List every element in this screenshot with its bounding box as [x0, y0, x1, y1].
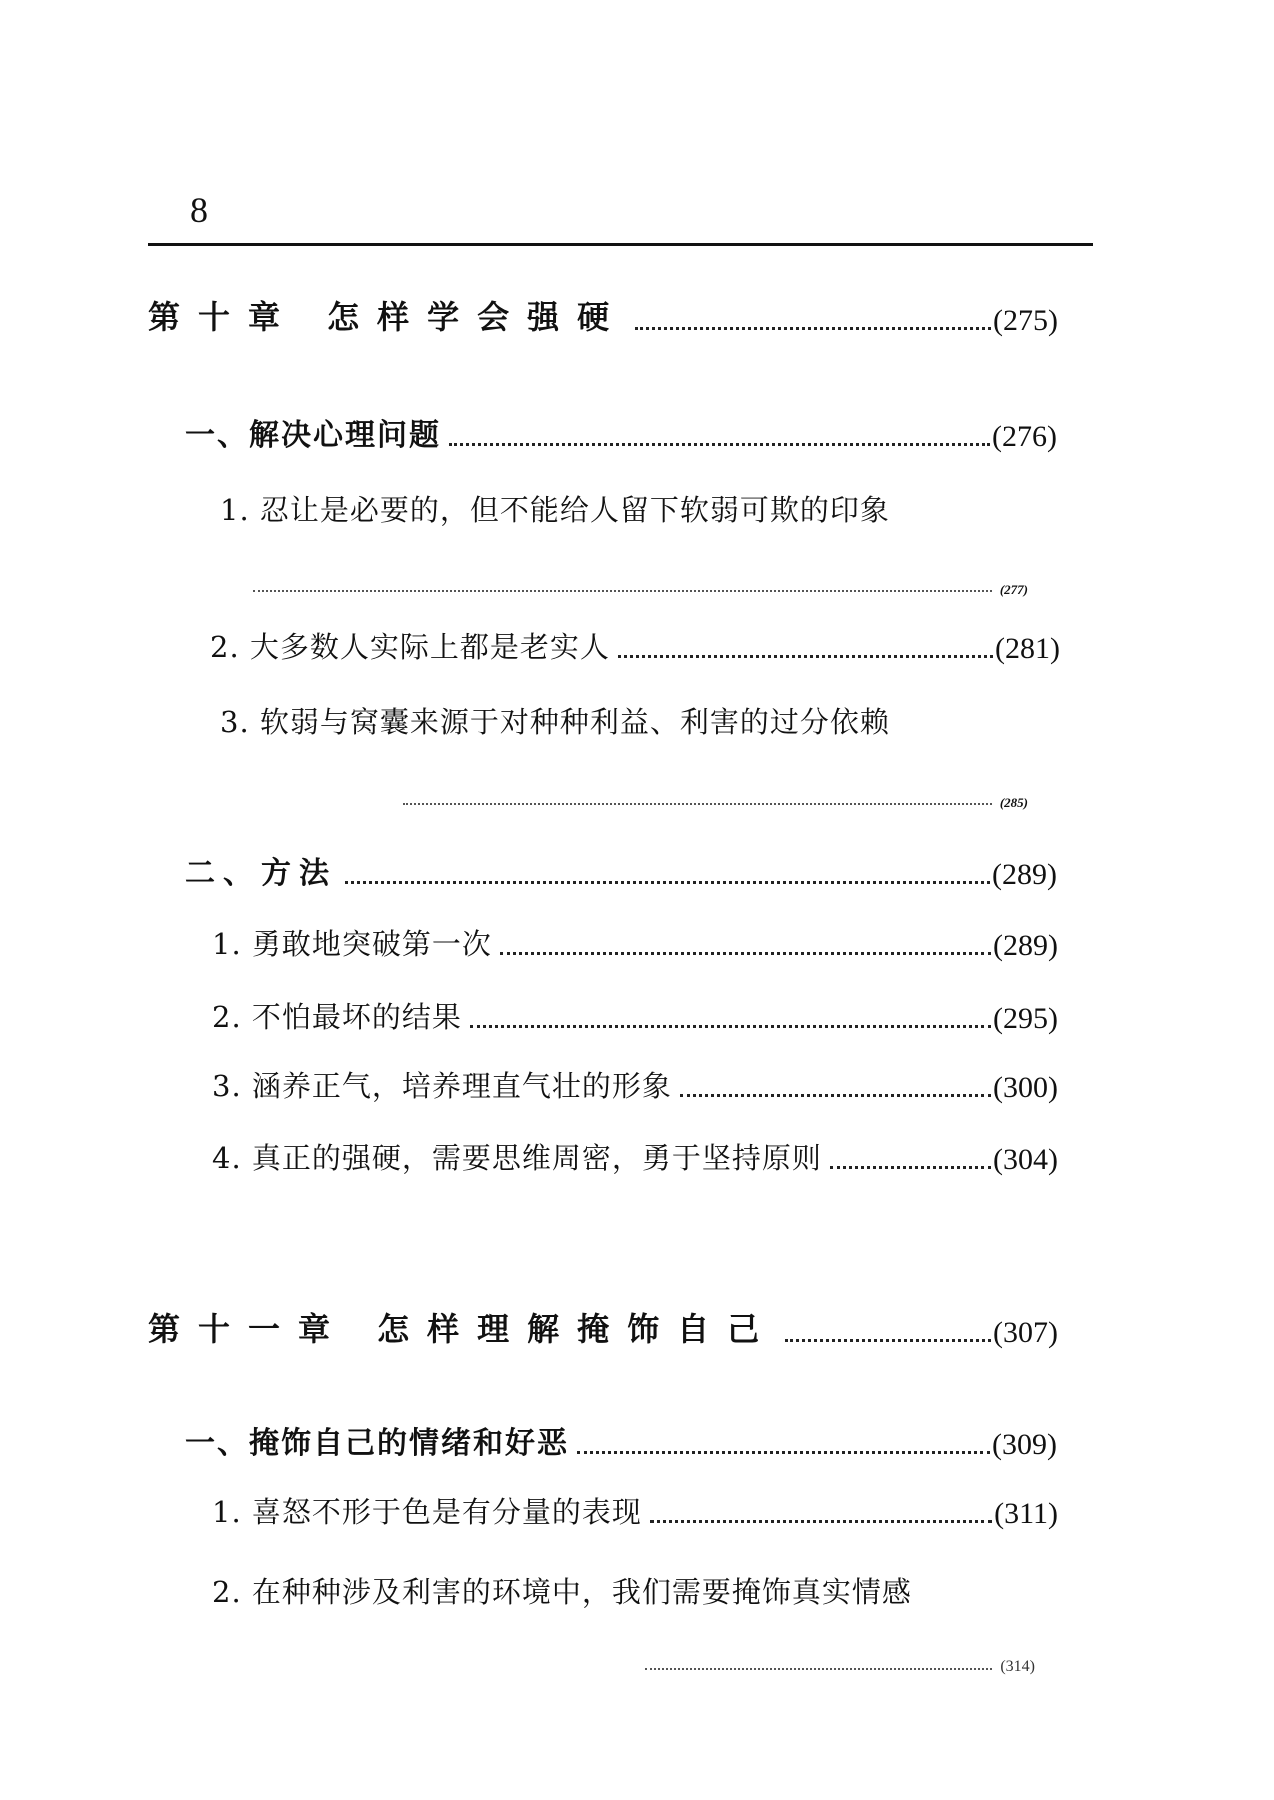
toc-entry-item-leader-row[interactable] — [253, 582, 1028, 598]
toc-entry-page: (295) — [993, 1002, 1058, 1035]
dot-leader — [785, 1339, 991, 1342]
toc-entry-title: 二、方法 — [185, 856, 337, 891]
dot-leader — [650, 1520, 992, 1523]
toc-entry-item[interactable] — [212, 995, 1058, 1036]
toc-entry-page: (281) — [995, 632, 1060, 665]
toc-entry-section[interactable] — [185, 848, 1057, 892]
header-rule — [148, 243, 1093, 246]
toc-entry-page: (304) — [993, 1143, 1058, 1176]
toc-entry-item-title[interactable]: 1. 忍让是必要的，但不能给人留下软弱可欺的印象 — [220, 493, 890, 527]
toc-entry-item-title[interactable]: 2. 在种种涉及利害的环境中，我们需要掩饰真实情感 — [212, 1575, 912, 1609]
dot-leader — [680, 1094, 991, 1097]
toc-entry-page: (285) — [999, 795, 1028, 810]
toc-entry-item[interactable] — [212, 1064, 1058, 1105]
toc-entry-item-leader-row[interactable] — [645, 1658, 1035, 1676]
toc-entry-section[interactable] — [185, 410, 1057, 454]
toc-entry-page: (300) — [993, 1071, 1058, 1104]
toc-entry-title: 一、解决心理问题 — [185, 418, 441, 453]
toc-entry-title: 2. 不怕最坏的结果 — [212, 1000, 462, 1034]
toc-entry-title: 第十章 怎样学会强硬 — [148, 298, 628, 336]
toc-entry-chapter-10[interactable] — [148, 292, 1058, 338]
dot-leader — [577, 1451, 990, 1454]
toc-entry-title: 一、掩饰自己的情绪和好恶 — [185, 1426, 569, 1461]
page-number: 8 — [190, 190, 208, 230]
toc-entry-item[interactable] — [212, 922, 1058, 963]
toc-entry-page: (314) — [1000, 1658, 1035, 1675]
dot-leader — [635, 327, 991, 330]
toc-entry-item-title[interactable]: 3. 软弱与窝囊来源于对种种利益、利害的过分依赖 — [220, 705, 890, 739]
toc-entry-title: 3. 涵养正气，培养理直气壮的形象 — [212, 1069, 672, 1103]
toc-entry-title: 1. 喜怒不形于色是有分量的表现 — [212, 1495, 642, 1529]
toc-entry-page: (275) — [993, 304, 1058, 337]
toc-entry-title: 第十一章 怎样理解掩饰自己 — [148, 1310, 778, 1348]
toc-entry-item-leader-row[interactable] — [403, 795, 1028, 811]
toc-entry-section[interactable] — [185, 1418, 1057, 1462]
toc-entry-page: (311) — [994, 1497, 1058, 1530]
dot-leader — [253, 590, 992, 592]
dot-leader — [500, 952, 991, 955]
dot-leader — [449, 443, 990, 446]
toc-entry-item[interactable] — [212, 1136, 1058, 1177]
dot-leader — [645, 1668, 992, 1670]
dot-leader — [345, 881, 990, 884]
toc-entry-chapter-11[interactable] — [148, 1304, 1058, 1350]
toc-entry-title: 1. 勇敢地突破第一次 — [212, 927, 492, 961]
toc-entry-page: (309) — [992, 1428, 1057, 1461]
toc-entry-page: (277) — [999, 582, 1028, 597]
toc-entry-page: (307) — [993, 1316, 1058, 1349]
toc-entry-page: (276) — [992, 420, 1057, 453]
dot-leader — [618, 655, 993, 658]
toc-entry-item[interactable] — [210, 625, 1060, 666]
dot-leader — [830, 1166, 991, 1169]
dot-leader — [403, 803, 992, 805]
toc-entry-page: (289) — [992, 858, 1057, 891]
toc-entry-title: 2. 大多数人实际上都是老实人 — [210, 630, 610, 664]
toc-entry-page: (289) — [993, 929, 1058, 962]
toc-entry-title: 4. 真正的强硬，需要思维周密，勇于坚持原则 — [212, 1141, 822, 1175]
dot-leader — [470, 1025, 991, 1028]
toc-entry-item[interactable] — [212, 1490, 1058, 1531]
